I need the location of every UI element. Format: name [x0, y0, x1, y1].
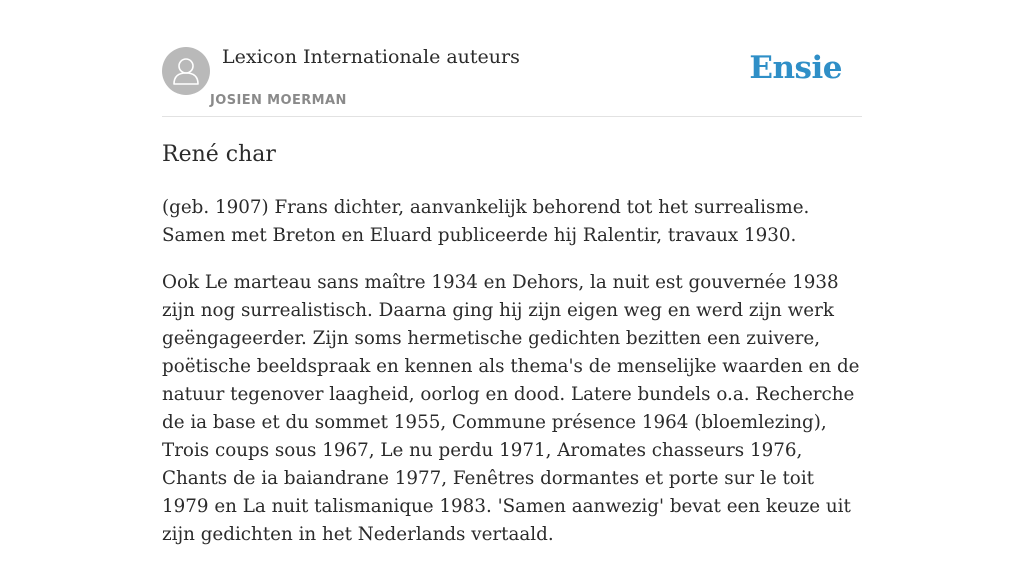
user-placeholder-icon — [162, 47, 210, 95]
author-avatar[interactable] — [162, 47, 210, 95]
article-paragraph-2: Ook Le marteau sans maître 1934 en Dehors, la nuit est gouvernée 1938 zijn nog surrealistisch. Daarna ging hij zijn eigen weg en werd zijn werk geëngageerder. Zijn soms hermetische gedichten bezitten een zuivere, poëtische beeldspraak en kennen als thema's de menselijke waarden en de natuur tegenover laagheid, oorlog en dood. Latere bundels o.a. Recherche de ia base et du sommet 1955, Commune présence 1964 (bloemlezing), Trois coups sous 1967, Le nu perdu 1971, Aromates chasseurs 1976, Chants de ia baiandrane 1977, Fenêtres dormantes et porte sur le toit 1979 en La nuit talismanique 1983. 'Samen aanwezig' bevat een keuze uit zijn gedichten in het Nederlands vertaald. — [162, 272, 860, 545]
article-body — [162, 138, 862, 568]
ensie-logo[interactable]: Ensie — [749, 50, 842, 86]
article-paragraph-1: (geb. 1907) Frans dichter, aanvankelijk behorend tot het surrealisme. Samen met Breton en Eluard publiceerde hij Ralentir, travaux 1930. — [162, 197, 810, 246]
article-title: René char — [162, 142, 276, 167]
page-header — [162, 0, 862, 117]
lexicon-title-link[interactable]: Lexicon Internationale auteurs — [222, 46, 520, 68]
author-name-link[interactable]: JOSIEN MOERMAN — [210, 93, 347, 108]
